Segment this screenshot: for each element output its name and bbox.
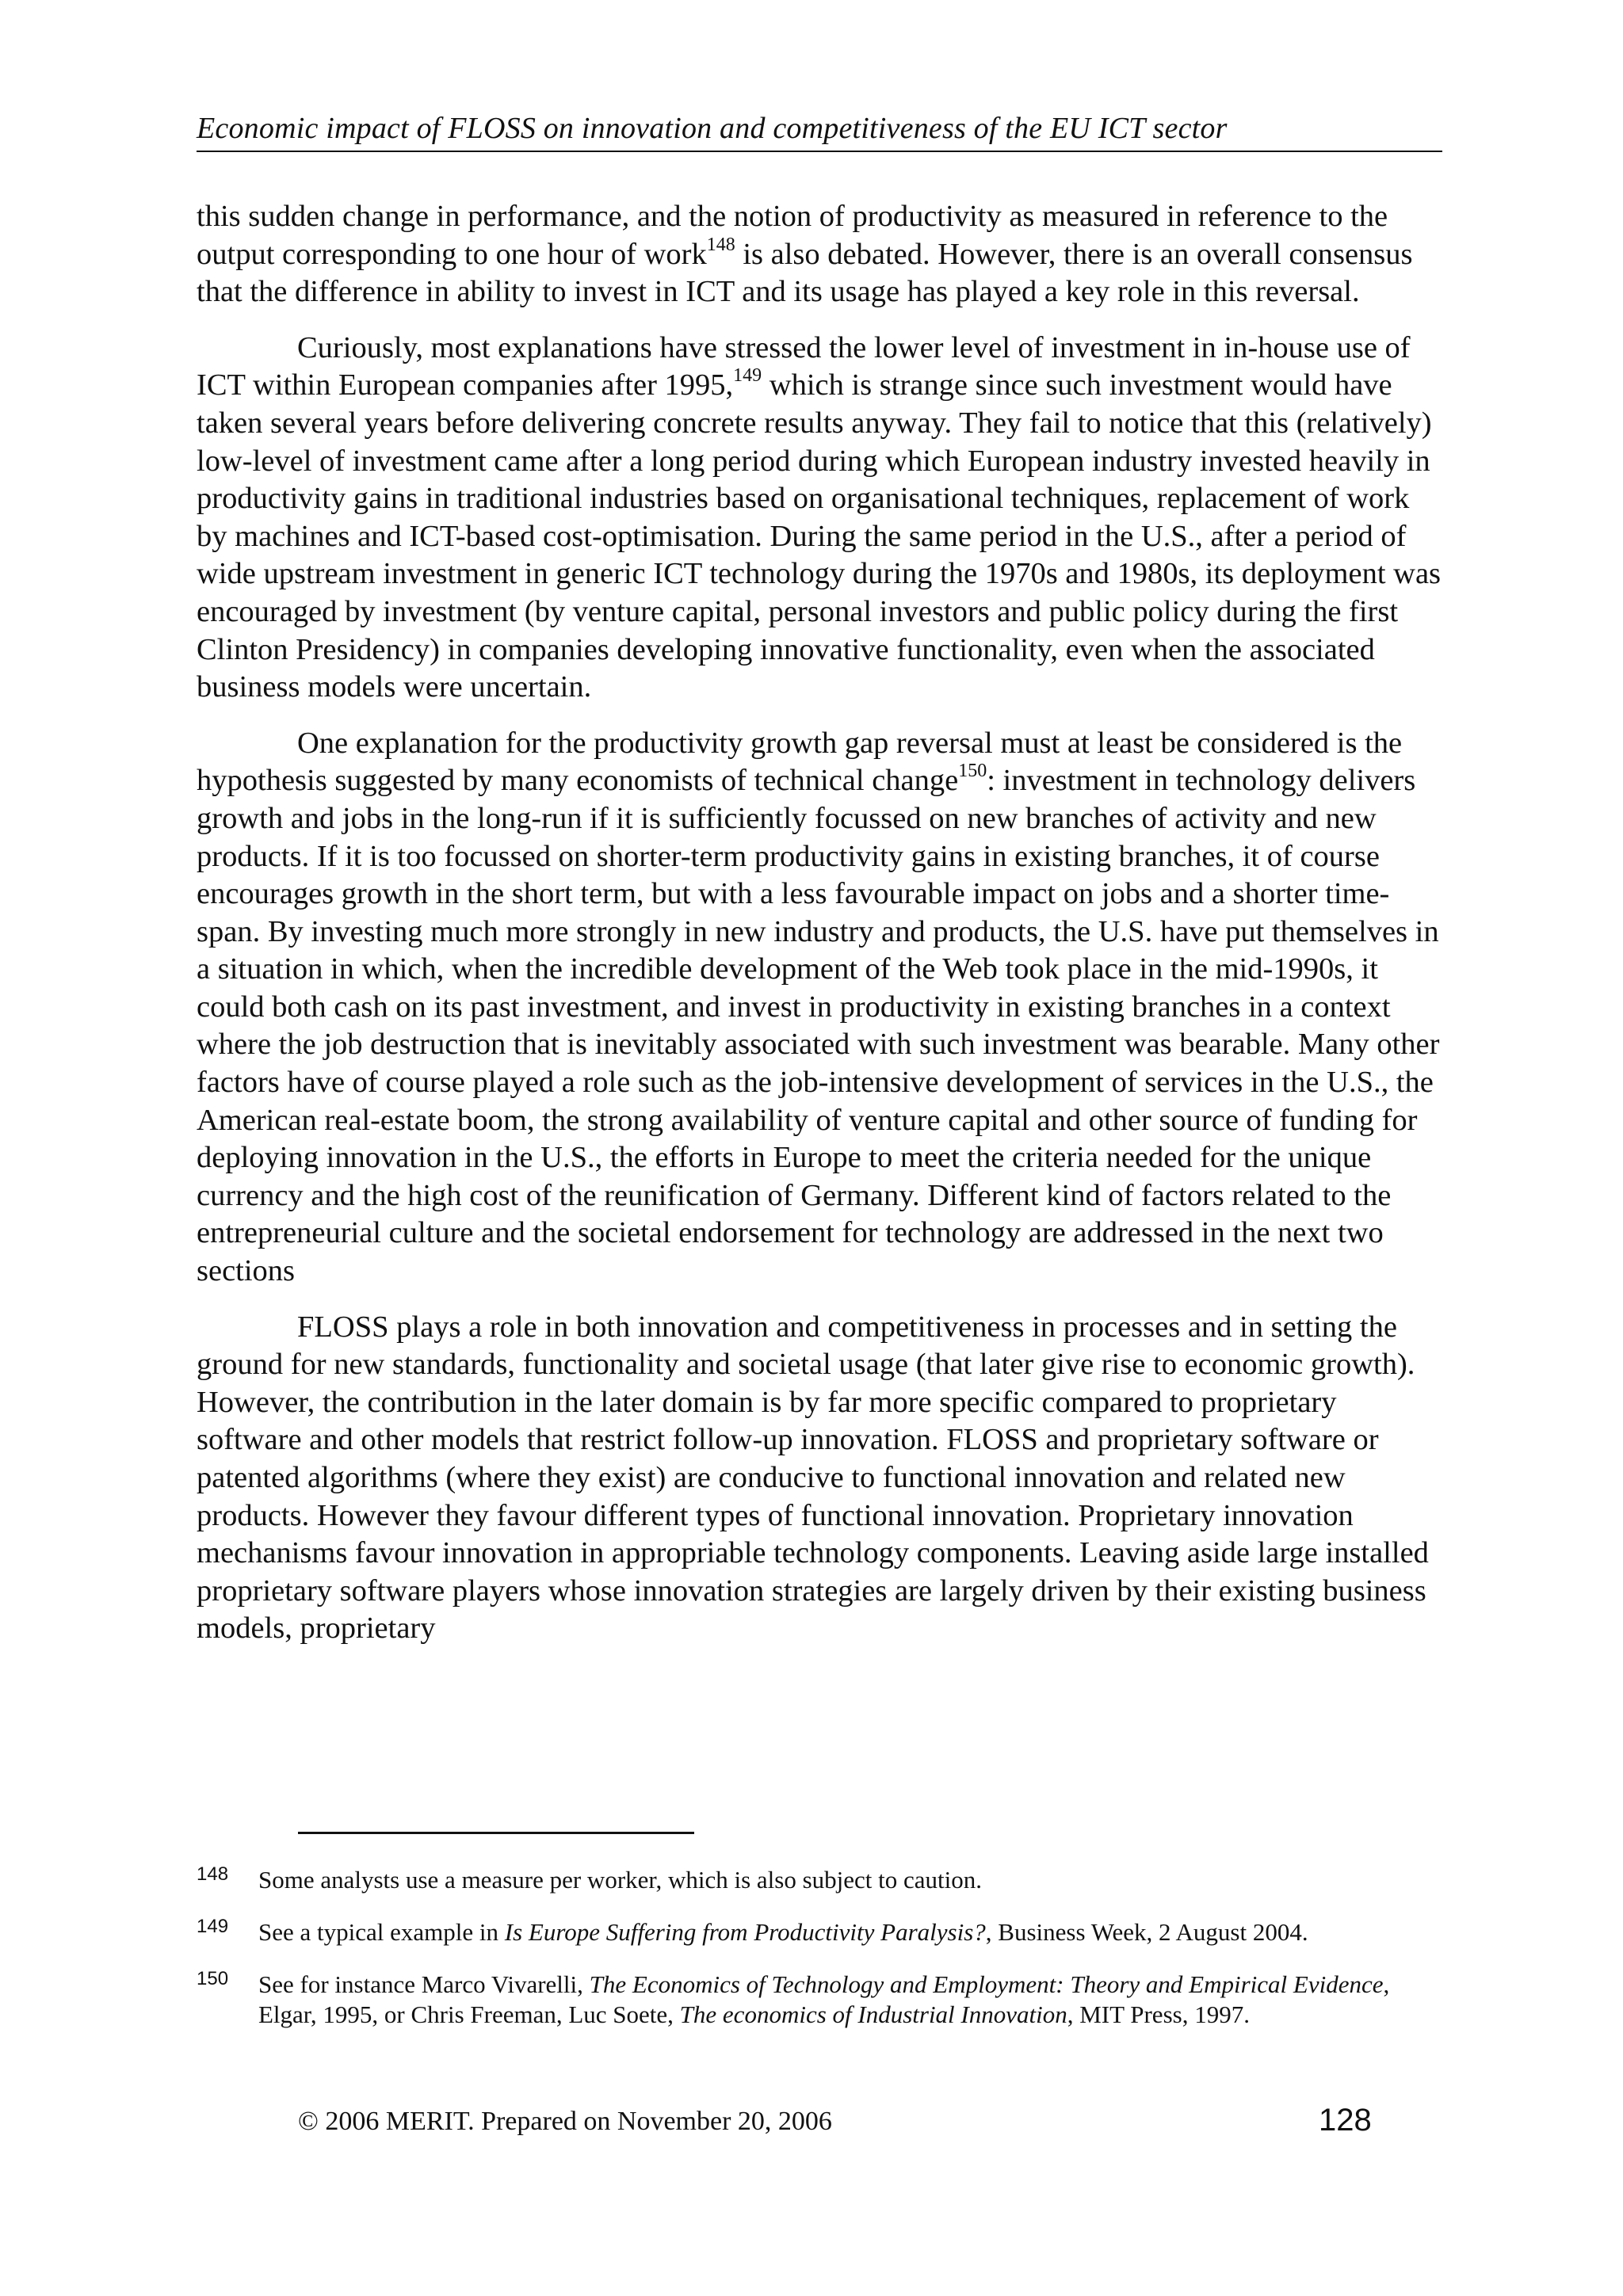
footnote-text-part: , MIT Press, 1997. xyxy=(1067,2000,1250,2028)
header-title: Economic impact of FLOSS on innovation and competitiveness of the EU ICT sector xyxy=(197,112,1228,145)
footnote-150 xyxy=(197,1970,1449,2030)
running-header xyxy=(197,109,1442,152)
footnote-separator xyxy=(298,1832,694,1834)
footnote-149 xyxy=(197,1917,1449,1947)
paragraph-1-text-b: is also debated. However, there is an overall consensus that the difference in ability to invest in ICT and its usage has played a key role in this reversal. xyxy=(197,237,1413,309)
paragraph-1 xyxy=(197,198,1444,311)
paragraph-4 xyxy=(197,1309,1444,1648)
paragraph-3-text-a: One explanation for the productivity growth gap reversal must at least be considered is the hypothesis suggested by many economists of technical change xyxy=(197,726,1403,798)
footnote-article-title: Is Europe Suffering from Productivity Paralysis? xyxy=(504,1918,986,1946)
footnote-book-title: The Economics of Technology and Employment: Theory and Empirical Evidence xyxy=(589,1970,1384,1998)
footnote-text xyxy=(258,1970,1449,2030)
paragraph-2-text-a: Curiously, most explanations have stressed the lower level of investment in in-house use of ICT within European companies after 1995, xyxy=(197,330,1411,402)
paragraph-2 xyxy=(197,330,1444,707)
paragraph-2-text-b: which is strange since such investment would have taken several years before delivering concrete results anyway. They fail to notice that this (relatively) low-level of investment came after a long period during which European industry invested heavily in productivity gains in traditional industries based on organisational techniques, replacement of work by machines and ICT-based cost-optimisation. During the same period in the U.S., after a period of wide upstream investment in generic ICT technology during the 1970s and 1980s, its deployment was encouraged by investment (by venture capital, personal investors and public policy during the first Clinton Presidency) in companies developing innovative functionality, even when the associated business models were uncertain. xyxy=(197,368,1442,704)
footer-copyright: © 2006 MERIT. Prepared on November 20, 2006 xyxy=(298,2107,832,2136)
footnote-number: 150 xyxy=(197,1968,229,1989)
footnote-book-title: The economics of Industrial Innovation xyxy=(679,2000,1067,2028)
footnote-text-part: See a typical example in xyxy=(258,1918,505,1946)
page-number: 128 xyxy=(1319,2103,1372,2138)
footnote-ref-150[interactable]: 150 xyxy=(958,761,987,782)
footnote-ref-149[interactable]: 149 xyxy=(733,365,762,387)
paragraph-3 xyxy=(197,725,1444,1291)
footnote-148 xyxy=(197,1865,1449,1895)
main-text xyxy=(197,198,1444,1666)
footnote-text: Some analysts use a measure per worker, which is also subject to caution. xyxy=(258,1866,983,1894)
footnote-number: 149 xyxy=(197,1916,229,1937)
paragraph-1-text-a: this sudden change in performance, and the notion of productivity as measured in reference to the output corresponding to one hour of work xyxy=(197,200,1388,271)
paragraph-4-text: FLOSS plays a role in both innovation and competitiveness in processes and in setting the ground for new standards, functionality and societal usage (that later give rise to economic growth). However, the contribution in the later domain is by far more specific compared to proprietary software and other models that restrict follow-up innovation. FLOSS and proprietary software or patented algorithms (where they exist) are conducive to functional innovation and related new products. However they favour different types of functional innovation. Proprietary innovation mechanisms favour innovation in appropriable technology components. Leaving aside large installed proprietary software players whose innovation strategies are largely driven by their existing business models, proprietary xyxy=(197,1310,1429,1646)
footnote-text-part: , Business Week, 2 August 2004. xyxy=(985,1918,1308,1946)
footnote-ref-148[interactable]: 148 xyxy=(706,234,735,255)
footnote-number: 148 xyxy=(197,1863,229,1885)
footnote-text-part: See for instance Marco Vivarelli, xyxy=(258,1970,590,1998)
footnote-text xyxy=(258,1917,1449,1947)
footnotes xyxy=(197,1865,1449,2052)
paragraph-3-text-b: : investment in technology delivers growth and jobs in the long-run if it is sufficiently focussed on new branches of activity and new products. If it is too focussed on shorter-term productivity gains in existing branches, it of course encourages growth in the short term, but with a less favourable impact on jobs and a shorter time-span. By investing much more strongly in new industry and products, the U.S. have put themselves in a situation in which, when the incredible development of the Web took place in the mid-1990s, it could both cash on its past investment, and invest in productivity in existing branches in a context where the job destruction that is inevitably associated with such investment was bearable. Many other factors have of course played a role such as the job-intensive development of services in the U.S., the American real-estate boom, the strong availability of venture capital and other source of funding for deploying innovation in the U.S., the efforts in Europe to meet the criteria needed for the unique currency and the high cost of the reunification of Germany. Different kind of factors related to the entrepreneurial culture and the societal endorsement for technology are addressed in the next two sections xyxy=(197,764,1440,1288)
footnote-text-part: , Elgar, 1995, or Chris Freeman, Luc Soete, xyxy=(258,1970,1390,2028)
